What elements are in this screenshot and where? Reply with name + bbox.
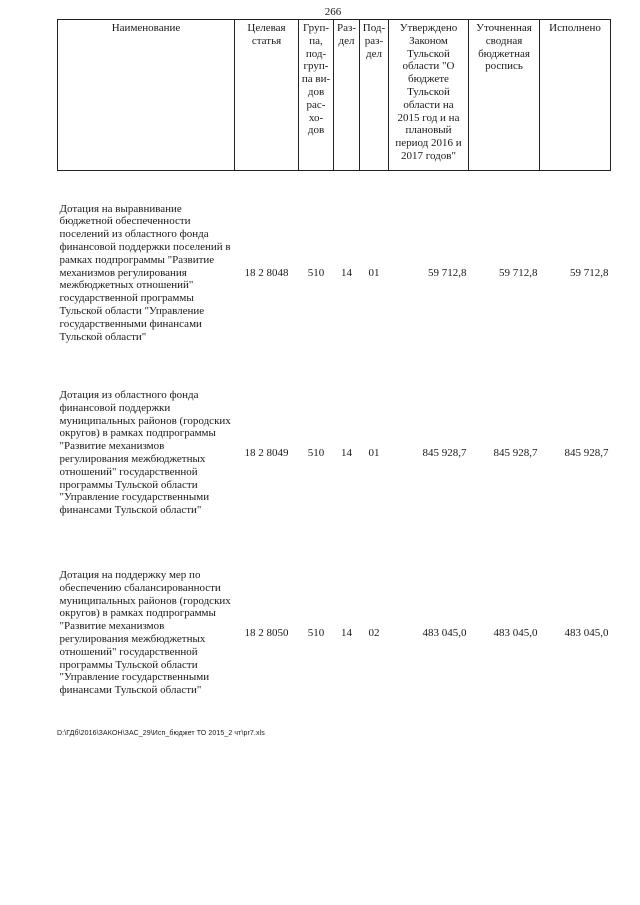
header-refined-budget: Уточненная сводная бюджетная роспись [469,20,540,171]
header-approved: Утверждено Законом Тульской области "О бюджете Тульской области на 2015 год и на плановый период 2016 и 2017 годов" [389,20,469,171]
row-approved: 483 045,0 [422,626,467,639]
page-number: 266 [324,6,342,18]
row-name: Дотация на выравнивание бюджетной обеспеченности поселений из областного фонда финансовой поддержки поселений в рамках подпрограммы "Развитие механизмов регулирования межбюджетных отношений" государственной программы Тульской области "Управление государственными финансами Тульской области" [59,202,231,343]
budget-table [57,19,611,723]
row-name: Дотация из областного фонда финансовой поддержки муниципальных районов (городских округов) в рамках подпрограммы "Развитие механизмов регулирования межбюджетных отношений" государственной программы Тульской области "Управление государственными финансами Тульской области" [59,389,231,517]
row-subsection: 01 [368,266,380,279]
header-subsection: Под- раз- дел [360,20,389,171]
row-executed: 59 712,8 [570,266,609,279]
row-refined: 483 045,0 [493,626,538,639]
table-row [58,183,611,363]
row-approved: 59 712,8 [428,266,467,279]
row-executed: 483 045,0 [564,626,609,639]
row-subsection: 02 [368,626,380,639]
row-refined: 59 712,8 [499,266,538,279]
row-refined: 845 928,7 [493,446,538,459]
row-approved: 845 928,7 [422,446,467,459]
table-row [58,543,611,723]
row-target-article: 18 2 8049 [244,446,289,459]
row-expense-group: 510 [307,446,325,459]
row-section: 14 [341,626,352,639]
row-executed: 845 928,7 [564,446,609,459]
row-expense-group: 510 [307,626,325,639]
row-target-article: 18 2 8048 [244,266,289,279]
row-expense-group: 510 [307,266,325,279]
header-section: Раз- дел [334,20,360,171]
header-name: Наименование [58,20,235,171]
row-subsection: 01 [368,446,380,459]
table-header-row [58,20,611,171]
row-name: Дотация на поддержку мер по обеспечению сбалансированности муниципальных районов (городских округов) в рамках подпрограммы "Развитие механизмов регулирования межбюджетных отношений" государственной программы Тульской области "Управление государственными финансами Тульской области" [59,569,231,697]
header-target-article: Целевая статья [235,20,299,171]
row-section: 14 [341,446,352,459]
header-expense-group: Груп- па, под- груп- па ви- дов рас- хо- дов [299,20,334,171]
row-section: 14 [341,266,352,279]
table-row [58,363,611,543]
file-path-footer: D:\ГДб\2016\ЗАКОН\ЗАС_29\Исп_бюджет ТО 2015_2 чт\pr7.xls [57,730,265,737]
header-executed: Исполнено [540,20,611,171]
row-target-article: 18 2 8050 [244,626,289,639]
